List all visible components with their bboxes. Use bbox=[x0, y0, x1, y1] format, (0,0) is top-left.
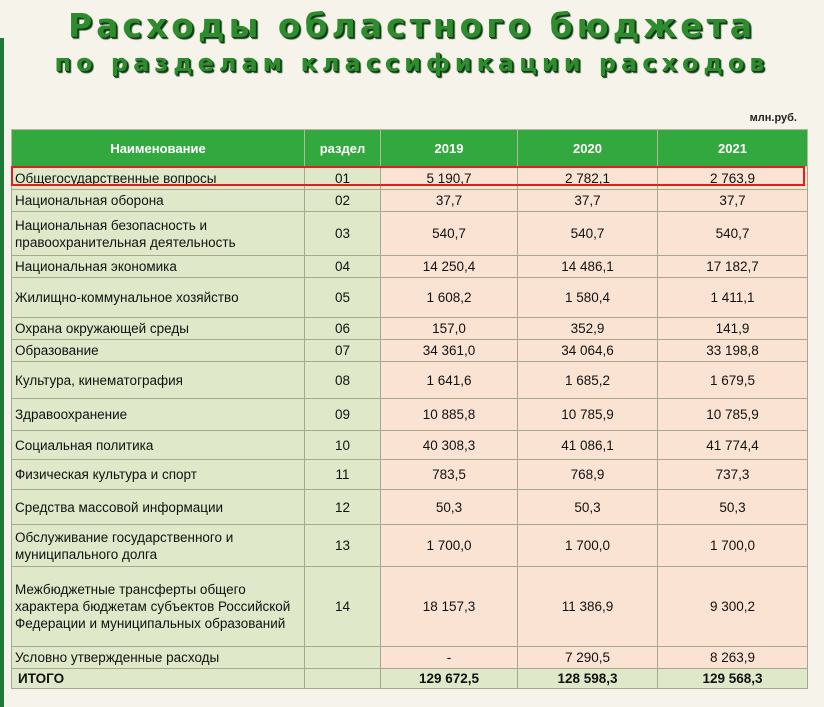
row-code: 14 bbox=[305, 567, 381, 647]
row-value-2020: 768,9 bbox=[518, 460, 658, 490]
row-value-2021: 737,3 bbox=[658, 460, 808, 490]
row-code: 13 bbox=[305, 525, 381, 567]
row-name: Культура, кинематография bbox=[12, 362, 305, 399]
row-name: Охрана окружающей среды bbox=[12, 318, 305, 340]
row-value-2019: 783,5 bbox=[381, 460, 518, 490]
row-value-2021: 10 785,9 bbox=[658, 399, 808, 431]
row-name: Образование bbox=[12, 340, 305, 362]
table-row bbox=[12, 567, 808, 647]
table-row bbox=[12, 278, 808, 318]
row-code: 11 bbox=[305, 460, 381, 490]
total-value-2020: 128 598,3 bbox=[518, 669, 658, 689]
table-row bbox=[12, 340, 808, 362]
row-value-2019: 5 190,7 bbox=[381, 167, 518, 190]
row-code: 04 bbox=[305, 256, 381, 278]
page-subtitle: по разделам классификации расходов bbox=[54, 49, 770, 77]
row-name: Социальная политика bbox=[12, 431, 305, 460]
row-value-2019: 34 361,0 bbox=[381, 340, 518, 362]
row-value-2019: 14 250,4 bbox=[381, 256, 518, 278]
header-2021: 2021 bbox=[658, 130, 808, 167]
row-value-2020: 10 785,9 bbox=[518, 399, 658, 431]
row-value-2021: 8 263,9 bbox=[658, 647, 808, 669]
row-value-2020: 352,9 bbox=[518, 318, 658, 340]
row-value-2019: 37,7 bbox=[381, 190, 518, 212]
table-row bbox=[12, 362, 808, 399]
row-value-2020: 7 290,5 bbox=[518, 647, 658, 669]
row-value-2021: 1 700,0 bbox=[658, 525, 808, 567]
row-value-2020: 41 086,1 bbox=[518, 431, 658, 460]
total-value-2019: 129 672,5 bbox=[381, 669, 518, 689]
table-row bbox=[12, 212, 808, 256]
row-value-2021: 1 411,1 bbox=[658, 278, 808, 318]
table-row bbox=[12, 318, 808, 340]
row-name: Национальная безопасность и правоохранительная деятельность bbox=[12, 212, 305, 256]
row-name: Условно утвержденные расходы bbox=[12, 647, 305, 669]
row-name: Средства массовой информации bbox=[12, 490, 305, 525]
row-value-2021: 1 679,5 bbox=[658, 362, 808, 399]
table-row bbox=[12, 167, 808, 190]
total-label: ИТОГО bbox=[12, 669, 305, 689]
row-value-2020: 540,7 bbox=[518, 212, 658, 256]
row-code: 01 bbox=[305, 167, 381, 190]
row-value-2021: 9 300,2 bbox=[658, 567, 808, 647]
row-name: Жилищно-коммунальное хозяйство bbox=[12, 278, 305, 318]
row-value-2020: 50,3 bbox=[518, 490, 658, 525]
row-name: Обслуживание государственного и муниципального долга bbox=[12, 525, 305, 567]
row-code: 06 bbox=[305, 318, 381, 340]
row-code: 03 bbox=[305, 212, 381, 256]
row-value-2021: 33 198,8 bbox=[658, 340, 808, 362]
row-code: 08 bbox=[305, 362, 381, 399]
row-value-2020: 2 782,1 bbox=[518, 167, 658, 190]
table-row bbox=[12, 647, 808, 669]
row-value-2020: 1 580,4 bbox=[518, 278, 658, 318]
row-value-2021: 41 774,4 bbox=[658, 431, 808, 460]
header-code: раздел bbox=[305, 130, 381, 167]
row-code: 02 bbox=[305, 190, 381, 212]
row-value-2020: 14 486,1 bbox=[518, 256, 658, 278]
row-value-2020: 34 064,6 bbox=[518, 340, 658, 362]
row-value-2019: 1 608,2 bbox=[381, 278, 518, 318]
row-name: Национальная экономика bbox=[12, 256, 305, 278]
row-value-2021: 37,7 bbox=[658, 190, 808, 212]
table-row bbox=[12, 460, 808, 490]
table-row bbox=[12, 190, 808, 212]
table-row bbox=[12, 431, 808, 460]
row-value-2019: - bbox=[381, 647, 518, 669]
budget-table bbox=[11, 129, 808, 689]
row-name: Здравоохранение bbox=[12, 399, 305, 431]
row-value-2021: 17 182,7 bbox=[658, 256, 808, 278]
row-code: 10 bbox=[305, 431, 381, 460]
total-value-2021: 129 568,3 bbox=[658, 669, 808, 689]
row-value-2019: 1 641,6 bbox=[381, 362, 518, 399]
row-value-2021: 2 763,9 bbox=[658, 167, 808, 190]
row-code bbox=[305, 647, 381, 669]
row-value-2020: 1 685,2 bbox=[518, 362, 658, 399]
row-value-2019: 10 885,8 bbox=[381, 399, 518, 431]
row-value-2019: 540,7 bbox=[381, 212, 518, 256]
row-value-2019: 50,3 bbox=[381, 490, 518, 525]
row-name: Национальная оборона bbox=[12, 190, 305, 212]
row-value-2019: 40 308,3 bbox=[381, 431, 518, 460]
header-2019: 2019 bbox=[381, 130, 518, 167]
left-accent-bar bbox=[0, 38, 4, 707]
row-value-2021: 141,9 bbox=[658, 318, 808, 340]
row-value-2020: 37,7 bbox=[518, 190, 658, 212]
table-row bbox=[12, 256, 808, 278]
row-name: Общегосударственные вопросы bbox=[12, 167, 305, 190]
row-value-2019: 157,0 bbox=[381, 318, 518, 340]
row-code: 05 bbox=[305, 278, 381, 318]
table-row bbox=[12, 399, 808, 431]
table-row bbox=[12, 490, 808, 525]
row-value-2020: 1 700,0 bbox=[518, 525, 658, 567]
title-block bbox=[0, 6, 824, 78]
page-title: Расходы областного бюджета bbox=[67, 6, 757, 45]
table-row bbox=[12, 525, 808, 567]
row-value-2021: 50,3 bbox=[658, 490, 808, 525]
row-name: Межбюджетные трансферты общего характера бюджетам субъектов Российской Федерации и муниципальных образований bbox=[12, 567, 305, 647]
row-code: 09 bbox=[305, 399, 381, 431]
row-code: 07 bbox=[305, 340, 381, 362]
row-value-2019: 1 700,0 bbox=[381, 525, 518, 567]
row-code: 12 bbox=[305, 490, 381, 525]
total-code bbox=[305, 669, 381, 689]
unit-label: млн.руб. bbox=[749, 112, 797, 124]
row-value-2020: 11 386,9 bbox=[518, 567, 658, 647]
header-name: Наименование bbox=[12, 130, 305, 167]
table-header-row bbox=[12, 130, 808, 167]
row-value-2019: 18 157,3 bbox=[381, 567, 518, 647]
row-name: Физическая культура и спорт bbox=[12, 460, 305, 490]
row-value-2021: 540,7 bbox=[658, 212, 808, 256]
header-2020: 2020 bbox=[518, 130, 658, 167]
total-row bbox=[12, 669, 808, 689]
